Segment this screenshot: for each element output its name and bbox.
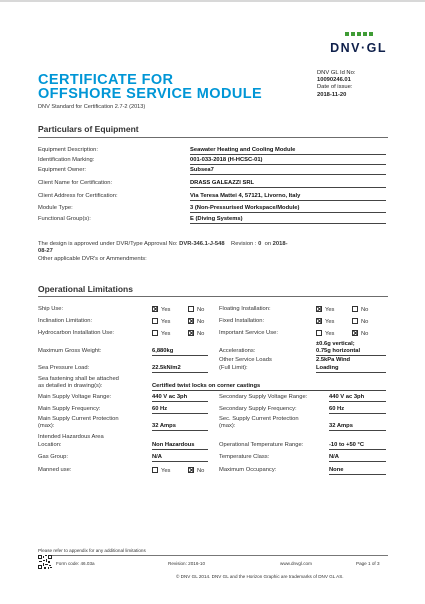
checkbox[interactable]	[152, 306, 158, 312]
equipment-description-value: Seawater Heating and Cooling Module	[190, 147, 386, 155]
copyright: © DNV GL 2014. DNV GL and the Horizon Graphic are trademarks of DNV GL AS.	[176, 574, 344, 579]
checkbox[interactable]	[316, 318, 322, 324]
inclination-no[interactable]: No	[188, 318, 204, 325]
inclination-label: Inclination Limitation:	[38, 318, 93, 324]
standard-subtitle: DNV Standard for Certification 2.7-2 (2013)	[38, 104, 146, 110]
accelerations-label: Accelerations:	[219, 348, 256, 354]
identification-marking-label: Identification Marking:	[38, 157, 95, 163]
main-current-label-2: (max):	[38, 423, 55, 429]
other-loads-value-2: Loading	[316, 365, 386, 373]
checkbox[interactable]	[188, 330, 194, 336]
ship-use-label: Ship Use:	[38, 306, 64, 312]
client-address-value: Via Teresa Mattei 4, 57121, Livorno, Italy	[190, 193, 386, 201]
checkbox[interactable]	[152, 318, 158, 324]
approval-date: 08-27	[38, 248, 53, 254]
form-code: Form code: 46.03a	[56, 561, 95, 566]
title-line-1: CERTIFICATE FOR	[38, 72, 174, 88]
temperature-class-label: Temperature Class:	[219, 454, 270, 460]
footer-note: Please refer to appendix for any additional limitations	[38, 548, 146, 553]
sea-pressure-value: 22.5kN/m2	[152, 365, 208, 373]
equipment-description-label: Equipment Description:	[38, 147, 98, 153]
inclination-yes[interactable]: Yes	[152, 318, 170, 325]
sec-current-label-2: (max):	[219, 423, 236, 429]
logo-horizon-graphic	[345, 32, 373, 36]
checkbox[interactable]	[188, 306, 194, 312]
form-revision: Revision: 2016-10	[168, 561, 206, 566]
important-no[interactable]: No	[352, 330, 368, 337]
important-service-label: Important Service Use:	[219, 330, 278, 336]
main-frequency-label: Main Supply Frequency:	[38, 406, 101, 412]
client-address-label: Client Address for Certification:	[38, 193, 118, 199]
certificate-title	[38, 73, 262, 101]
title-line-2: OFFSHORE SERVICE MODULE	[38, 86, 263, 102]
checkbox[interactable]	[316, 330, 322, 336]
other-loads-label-1: Other Service Loads	[219, 357, 272, 363]
limitations-heading: Operational Limitations	[38, 284, 133, 294]
hazardous-area-value: Non Hazardous	[152, 442, 208, 450]
checkbox[interactable]	[152, 467, 158, 473]
secondary-frequency-value: 60 Hz	[329, 406, 386, 414]
fixed-no[interactable]: No	[352, 318, 368, 325]
approval-line: The design is approved under DVR/Type Approval No: DVR-346.1-J-548 Revision : 0 on 2018-	[38, 241, 288, 247]
main-voltage-value: 440 V ac 3ph	[152, 394, 208, 402]
checkbox[interactable]	[188, 467, 194, 473]
client-name-label: Client Name for Certification:	[38, 180, 113, 186]
manned-use-yes[interactable]: Yes	[152, 467, 170, 474]
max-gross-weight-label: Maximum Gross Weight:	[38, 348, 102, 354]
page-number: Page 1 of 3	[356, 561, 380, 566]
sea-fastening-label-2: as detailed in drawing(s):	[38, 383, 103, 389]
sea-fastening-value: Certified twist locks on corner castings	[152, 383, 386, 391]
gas-group-value: N/A	[152, 454, 208, 462]
main-voltage-label: Main Supply Voltage Range:	[38, 394, 112, 400]
date-label: Date of issue:	[317, 84, 353, 91]
main-current-label-1: Main Supply Current Protection	[38, 416, 119, 422]
sea-fastening-label-1: Sea fastening shall be attached	[38, 376, 119, 382]
fixed-yes[interactable]: Yes	[316, 318, 334, 325]
max-occupancy-label: Maximum Occupancy:	[219, 467, 277, 473]
temperature-class-value: N/A	[329, 454, 386, 462]
revision-value: 0	[258, 241, 262, 247]
ship-use-no[interactable]: No	[188, 306, 204, 313]
id-label: DNV GL Id No:	[317, 70, 356, 76]
accelerations-value-1: ±0.6g vertical;	[316, 341, 355, 347]
footer-rule	[38, 555, 388, 556]
hazardous-area-label-1: Intended Hazardous Area	[38, 434, 104, 440]
floating-no[interactable]: No	[352, 306, 368, 313]
important-yes[interactable]: Yes	[316, 330, 334, 337]
temperature-range-label: Operational Temperature Range:	[219, 442, 304, 448]
hydrocarbon-no[interactable]: No	[188, 330, 204, 337]
secondary-voltage-label: Secondary Supply Voltage Range:	[219, 394, 308, 400]
approval-date-start: 2018-	[272, 241, 288, 247]
functional-group-value: E (Diving Systems)	[190, 216, 386, 224]
checkbox[interactable]	[352, 330, 358, 336]
checkbox[interactable]	[352, 306, 358, 312]
limitations-rule	[38, 296, 388, 297]
hazardous-area-label-2: Location:	[38, 442, 62, 448]
temperature-range-value: -10 to +50 °C	[329, 442, 386, 450]
floating-installation-label: Floating Installation:	[219, 306, 271, 312]
checkbox[interactable]	[352, 318, 358, 324]
floating-yes[interactable]: Yes	[316, 306, 334, 313]
manned-use-label: Manned use:	[38, 467, 72, 473]
other-loads-label-2: (Full Limit):	[219, 365, 248, 371]
sec-current-value: 32 Amps	[329, 423, 386, 431]
accelerations-value-2: 0.75g horizontal	[316, 348, 386, 356]
hydrocarbon-yes[interactable]: Yes	[152, 330, 170, 337]
main-frequency-value: 60 Hz	[152, 406, 208, 414]
other-dvr-label: Other applicable DVR's or Ammendments:	[38, 256, 147, 262]
client-name-value: DRASS GALEAZZI SRL	[190, 180, 386, 188]
max-occupancy-value: None	[329, 467, 386, 475]
particulars-heading: Particulars of Equipment	[38, 124, 139, 134]
top-border	[0, 0, 425, 2]
equipment-owner-label: Equipment Owner:	[38, 167, 87, 173]
qr-code-icon	[38, 555, 52, 569]
ship-use-yes[interactable]: Yes	[152, 306, 170, 313]
checkbox[interactable]	[188, 318, 194, 324]
functional-group-label: Functional Group(s):	[38, 216, 91, 222]
date-value: 2018-11-20	[317, 91, 347, 98]
hydrocarbon-label: Hydrocarbon Installation Use:	[38, 330, 115, 336]
sea-pressure-label: Sea Pressure Load:	[38, 365, 90, 371]
max-gross-weight-value: 6,880kg	[152, 348, 208, 356]
website-link[interactable]: www.dnvgl.com	[280, 561, 312, 566]
manned-use-no[interactable]: No	[188, 467, 204, 474]
id-value: 10090246.01	[317, 77, 351, 84]
module-type-label: Module Type:	[38, 205, 73, 211]
module-type-value: 3 (Non-Pressurised Workspace/Module)	[190, 205, 386, 213]
equipment-owner-value: Subsea7	[190, 167, 386, 175]
particulars-rule	[38, 137, 388, 138]
main-current-value: 32 Amps	[152, 423, 208, 431]
secondary-frequency-label: Secondary Supply Frequency:	[219, 406, 297, 412]
other-loads-value-1: 2.5kPa Wind	[316, 357, 351, 363]
checkbox[interactable]	[152, 330, 158, 336]
fixed-installation-label: Fixed Installation:	[219, 318, 265, 324]
sec-current-label-1: Sec. Supply Current Protection	[219, 416, 299, 422]
dnvgl-logo: DNV·GL	[330, 41, 387, 55]
approval-number: DVR-346.1-J-548	[179, 241, 225, 247]
certificate-meta	[317, 70, 355, 99]
checkbox[interactable]	[316, 306, 322, 312]
identification-marking-value: 001-033-2018 (H-HCSC-01)	[190, 157, 386, 165]
gas-group-label: Gas Group:	[38, 454, 68, 460]
secondary-voltage-value: 440 V ac 3ph	[329, 394, 386, 402]
